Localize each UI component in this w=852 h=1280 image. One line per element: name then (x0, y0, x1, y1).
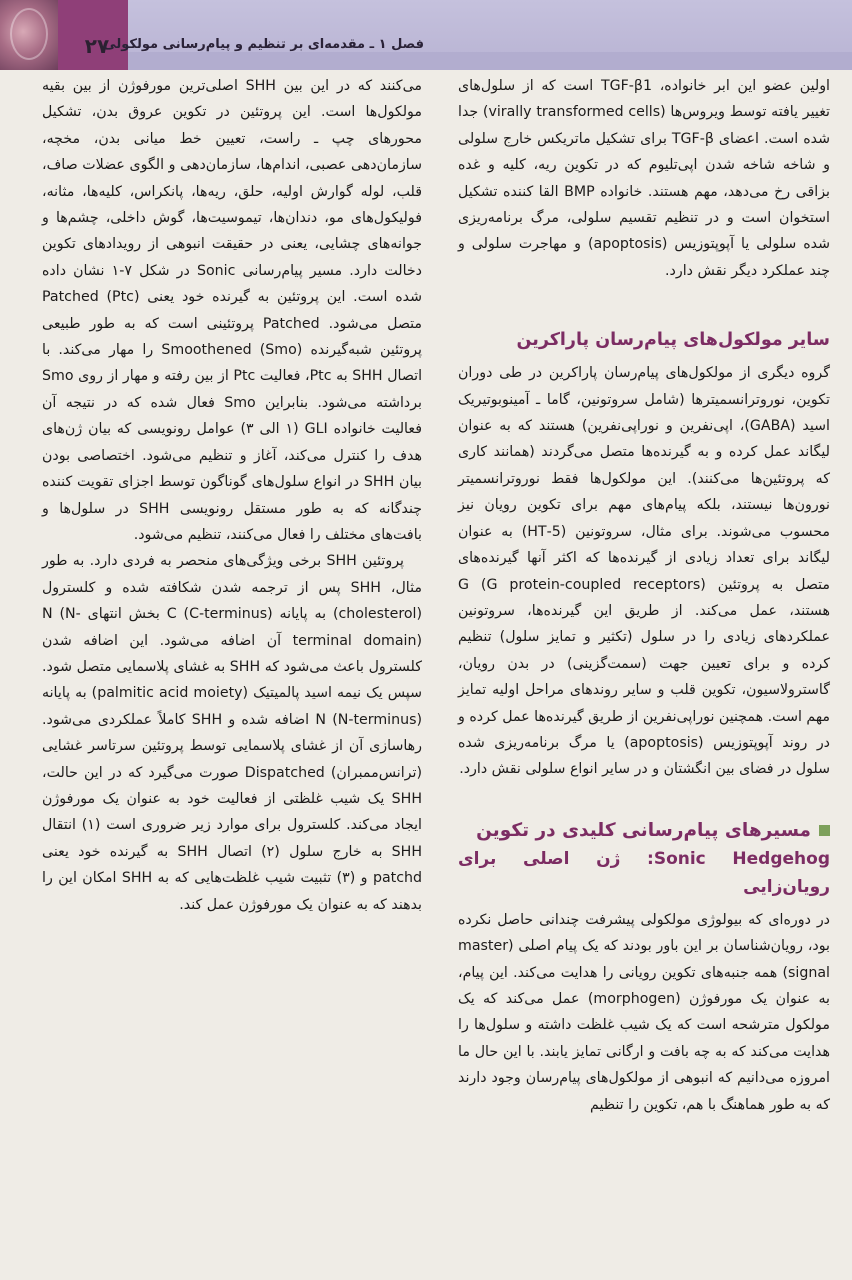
heading-key-pathways-text: مسیرهای پیام‌رسانی کلیدی در تکوین (476, 819, 811, 841)
paragraph-tgf-beta: اولین عضو این ابر خانواده، TGF-β1 است که از سلول‌های تغییر یافته توسط ویروس‌ها (virally transformed cells) جدا شده است. اعضای TGF-β برای تشکیل ماتریکس خارج سلولی و شاخه شاخه شدن اپی‌تلیوم که در تکوین ریه، کلیه و غده بزاقی رخ می‌دهد، مهم هستند. خانواده BMP القا کننده تشکیل استخوان است و در تنظیم تقسیم سلولی، مرگ برنامه‌ریزی شده سلولی یا آپوپتوزیس (apoptosis) و مهاجرت سلولی و چند عملکرد دیگر نقش دارد. (458, 78, 830, 279)
paragraph-neurotransmitters: گروه دیگری از مولکول‌های پیام‌رسان پاراکرین در طی دوران تکوین، نوروترانسمیترها (شامل سروتونین، گاما ـ آمینوبوتیریک اسید (GABA)، اپی‌نفرین و نوراپی‌نفرین) هستند که به عنوان لیگاند عمل کرده و به گیرنده‌ها متصل می‌گردند (همانند کاری که پروتئین‌ها می‌کنند). این مولکول‌ها فقط نوروترانسمیتر نورون‌ها نیستند، بلکه پیام‌های مهم برای تکوین رویان نیز محسوب می‌شوند. برای مثال، سروتونین (5-HT) به عنوان لیگاند برای تعداد زیادی از گیرنده‌ها که اکثر آنها گیرنده‌های متصل به پروتئین G (G protein-coupled receptors) هستند، عمل می‌کند. از طریق این گیرنده‌ها، سروتونین عملکردهای زیادی را در سلول (تکثیر و تمایز سلول) تنظیم کرده و برای تعیین جهت (سمت‌گزینی) در بدن رویان، گاسترولاسیون، تکوین قلب و سایر روندهای مراحل اولیه تمایز مهم است. همچنین نوراپی‌نفرین از طریق گیرنده‌ها عمل کرده و در روند آپوپتوزیس (apoptosis) یا مرگ برنامه‌ریزی شده سلول در فضای بین انگشتان و در سایر انواع سلولی نقش دارد. (458, 365, 831, 778)
chapter-title: فصل ۱ ـ مقدمه‌ای بر تنظیم و پیام‌رسانی مولکولی (103, 37, 424, 52)
thumbnail-decoration (10, 8, 48, 60)
heading-paracrine-molecules: سایر مولکول‌های پیام‌رسان پاراکرین (516, 330, 830, 351)
page-header (0, 0, 852, 70)
page-number: ۲۷ (84, 34, 110, 58)
heading-key-pathways (458, 817, 830, 845)
paragraph-master-signal: در دوره‌ای که بیولوژی مولکولی پیشرفت چندانی حاصل نکرده بود، رویان‌شناسان بر این باور بودند که یک پیام اصلی (master signal) همه جنبه‌های تکوین رویانی را هدایت می‌کند. این پیام، به عنوان یک مورفوژن (morphogen) عمل می‌کند که یک مولکول مترشحه است که یک شیب غلظت داشته و سلول‌ها را هدایت می‌کند که به چه بافت و ارگانی تمایز یابند. با این حال ما امروزه می‌دانیم که انبوهی از مولکول‌های پیام‌رسان وجود دارند که به طور هماهنگ با هم، تکوین را تنظیم (458, 911, 830, 1113)
chapter-thumbnail-image (0, 0, 58, 70)
heading-sonic-hedgehog: Sonic Hedgehog: ژن اصلی برای رویان‌زایی (458, 848, 830, 897)
paragraph-shh-properties: پروتئین SHH برخی ویژگی‌های منحصر به فردی دارد. به طور مثال، SHH پس از ترجمه شدن شکافته شده و کلسترول (cholesterol) به پایانه C (C-terminus) بخش انتهای N (N-terminal domain) آن اضافه می‌شود. این اضافه شدن کلسترول باعث می‌شود که SHH به غشای پلاسمایی متصل شود. سپس یک نیمه اسید پالمیتیک (palmitic acid moiety) به پایانه N (N-terminus) اضافه شده و SHH کاملاً عملکردی می‌شود. رهاسازی آن از غشای پلاسمایی توسط پروتئین سرتاسر غشایی (ترانس‌ممبران) Dispatched صورت می‌گیرد که در این حالت، SHH یک شیب غلظتی از فعالیت خود به عنوان یک مورفوژن ایجاد می‌کند. کلسترول برای موارد زیر ضروری است (۱) انتقال SHH به خارج سلول (۲) اتصال SHH به گیرنده خود یعنی patchd و (۳) تثبیت شیب غلظت‌هایی که به SHH امکان این را بدهند که به عنوان یک مورفوژن عمل کند. (42, 553, 423, 913)
left-column (42, 73, 422, 918)
right-column (458, 73, 830, 1118)
paragraph-shh-morphogen: می‌کنند که در این بین SHH اصلی‌ترین مورفوژن از بین بقیه مولکول‌ها است. این پروتئین در تکوین عروق بدن، تشکیل محورهای چپ ـ راست، تعیین خط میانی بدن، مخچه، سازمان‌دهی عصبی، اندام‌ها، سازمان‌دهی و الگوی عضلات صاف، قلب، لوله گوارش اولیه، حلق، ریه‌ها، پانکراس، کلیه‌ها، مثانه، فولیکول‌های مو، دندان‌ها، تیموسیت‌ها، گوش داخلی، چشم‌ها و جوانه‌های چشایی، یعنی در حقیقت انبوهی از رویدادهای تکوین دخالت دارد. مسیر پیام‌رسانی Sonic در شکل ۷-۱ نشان داده شده است. این پروتئین به گیرنده خود یعنی Patched (Ptc) متصل می‌شود. Patched پروتئینی است که به طور طبیعی پروتئین شبه‌گیرنده Smoothened (Smo) را مهار می‌کند. با اتصال SHH به Ptc، فعالیت Ptc از بین رفته و مهار از روی Smo برداشته می‌شود. بنابراین Smo فعال شده که در نتیجه آن فعالیت خانواده GLI (۱ الی ۳) عوامل رونویسی که بیان ژن‌های هدف را کنترل می‌کند، آغاز و تنظیم می‌شود. اختصاصی بودن بیان SHH در انواع سلول‌های گوناگون توسط اجزای تقویت کننده چندگانه که به طور مستقل رونویسی SHH در سلول‌ها و بافت‌های مختلف را فعال می‌کنند، تنظیم می‌شود. (42, 78, 423, 543)
section-square-icon (819, 825, 830, 836)
